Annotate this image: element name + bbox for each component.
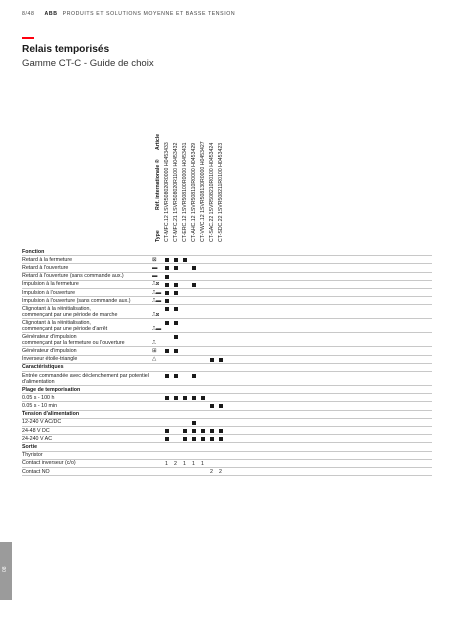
availability-mark [210, 429, 214, 433]
availability-mark [174, 321, 178, 325]
table-row [22, 435, 432, 443]
availability-mark [165, 258, 169, 262]
contact-count: 2 [210, 469, 213, 475]
product-column-6: CT-SAC.22 1SVR508210R0100 H0453424 [209, 142, 215, 242]
function-symbol-icon: ⎍▬ [152, 297, 162, 304]
availability-mark [174, 283, 178, 287]
table-row [22, 372, 432, 386]
row-label: Impulsion à l'ouverture (sans commande aux.) [22, 297, 131, 304]
section-label: Sortie [22, 443, 38, 450]
availability-mark [219, 429, 223, 433]
section-heading [22, 386, 432, 394]
function-symbol-icon: ⎍⊠ [152, 281, 160, 288]
section-heading [22, 411, 432, 419]
availability-mark [192, 437, 196, 441]
page-subtitle: Gamme CT-C - Guide de choix [22, 58, 154, 69]
table-row [22, 468, 432, 476]
table-row [22, 297, 432, 305]
table-row [22, 356, 432, 364]
row-label: Retard à l'ouverture [22, 264, 69, 271]
availability-mark [183, 396, 187, 400]
section-heading [22, 364, 432, 372]
section-heading [22, 248, 432, 256]
availability-mark [183, 437, 187, 441]
side-tab [0, 542, 12, 600]
availability-mark [165, 396, 169, 400]
availability-mark [201, 429, 205, 433]
row-label: Générateur d'impulsion [22, 347, 77, 354]
table-row [22, 281, 432, 289]
row-label: Thyristor [22, 452, 43, 459]
product-column-4: CT-AHC.12 1SVR508110R0000 H0453429 [191, 142, 197, 242]
contact-count: 1 [201, 460, 204, 467]
availability-mark [165, 275, 169, 279]
table-row [22, 394, 432, 402]
availability-mark [165, 266, 169, 270]
row-label: Contact NO [22, 468, 50, 475]
product-column-1: CT-MFC.12 1SVR508020R0000 H0453433 [164, 142, 170, 242]
availability-mark [192, 421, 196, 425]
row-label: Clignotant à la réinitialisation, [22, 305, 91, 312]
accent-bar [22, 37, 34, 39]
availability-mark [183, 258, 187, 262]
table-row [22, 319, 432, 333]
section-label: Plage de temporisation [22, 386, 81, 393]
table-row [22, 273, 432, 281]
row-label: Impulsion à l'ouverture [22, 289, 76, 296]
function-symbol-icon: ⎍⊠ [152, 311, 160, 318]
section-label: Caractéristiques [22, 364, 64, 371]
availability-mark [174, 374, 178, 378]
availability-mark [210, 437, 214, 441]
availability-mark [165, 283, 169, 287]
availability-mark [174, 349, 178, 353]
product-column-7: CT-SDC.22 1SVR508211R0100 H0453423 [218, 142, 224, 242]
availability-mark [174, 396, 178, 400]
availability-mark [192, 374, 196, 378]
availability-mark [210, 404, 214, 408]
availability-mark [165, 307, 169, 311]
availability-mark [210, 358, 214, 362]
availability-mark [174, 307, 178, 311]
table-row [22, 264, 432, 272]
table-row [22, 333, 432, 347]
row-label: 0.05 s - 10 min [22, 402, 58, 409]
table-row [22, 402, 432, 410]
table-row [22, 452, 432, 460]
table-row [22, 289, 432, 297]
availability-mark [174, 335, 178, 339]
availability-mark [219, 437, 223, 441]
row-label: Inverseur étoile-triangle [22, 356, 78, 363]
row-label: 24-240 V AC [22, 435, 53, 442]
function-symbol-icon: ▬ [152, 265, 158, 272]
section-label: Tension d'alimentation [22, 411, 80, 418]
section-label: Fonction [22, 248, 45, 255]
section-heading [22, 443, 432, 451]
function-symbol-icon: ⊠ [152, 256, 157, 263]
availability-mark [165, 437, 169, 441]
product-column-5: CT-VWC.12 1SVR508130R0000 H0453427 [200, 141, 206, 242]
product-column-2: CT-MFC.21 1SVR508020R1100 H0453432 [173, 142, 179, 242]
availability-mark [192, 266, 196, 270]
row-label: Entrée commandée avec déclenchement par potentiel [22, 372, 149, 379]
availability-mark [165, 349, 169, 353]
header-article: Article [155, 133, 161, 150]
availability-mark [165, 321, 169, 325]
function-symbol-icon: △ [152, 356, 157, 363]
row-label: Clignotant à la réinitialisation, [22, 319, 91, 326]
table-row [22, 419, 432, 427]
availability-mark [201, 396, 205, 400]
table-row [22, 305, 432, 319]
table-row [22, 256, 432, 264]
function-symbol-icon: ⊞ [152, 348, 157, 355]
row-label: Retard à l'ouverture (sans commande aux.) [22, 273, 124, 280]
availability-mark [192, 283, 196, 287]
availability-mark [174, 258, 178, 262]
row-label-line2: commençant par la fermeture ou l'ouverture [22, 340, 125, 347]
availability-mark [165, 299, 169, 303]
availability-mark [219, 358, 223, 362]
brand-logo: ABB [44, 11, 58, 17]
row-label: Retard à la fermeture [22, 256, 73, 263]
row-label-line2: d'alimentation [22, 379, 55, 385]
row-label: Impulsion à la fermeture [22, 281, 79, 288]
table-row [22, 347, 432, 355]
availability-mark [165, 291, 169, 295]
availability-mark [174, 291, 178, 295]
row-label-line2: commençant par une période de marche [22, 312, 118, 319]
contact-count: 2 [219, 469, 222, 475]
availability-mark [174, 266, 178, 270]
header-reference: Réf. internationale ® [155, 159, 161, 210]
page-header [22, 11, 235, 17]
row-label: Générateur d'impulsion [22, 333, 77, 340]
contact-count: 2 [174, 460, 177, 467]
function-symbol-icon: ▬ [152, 273, 158, 280]
contact-count: 1 [192, 460, 195, 467]
availability-mark [201, 437, 205, 441]
row-label: 12-240 V AC/DC [22, 419, 62, 426]
availability-mark [165, 429, 169, 433]
row-label: 24-48 V DC [22, 427, 50, 434]
table-row [22, 460, 432, 468]
availability-mark [165, 374, 169, 378]
product-column-3: CT-ERC.12 1SVR508100R0000 H0453431 [182, 142, 188, 242]
availability-mark [192, 396, 196, 400]
section-title: PRODUITS ET SOLUTIONS MOYENNE ET BASSE TENSION [62, 11, 236, 17]
contact-count: 1 [165, 460, 168, 467]
availability-mark [219, 404, 223, 408]
page-title: Relais temporisés [22, 44, 110, 55]
function-symbol-icon: ⎍▬ [152, 325, 162, 332]
row-label: Contact inverseur (c/o) [22, 460, 76, 467]
availability-mark [183, 429, 187, 433]
header-type: Type [155, 230, 161, 242]
side-tab-label: 08 [2, 566, 8, 572]
function-symbol-icon: ⎍▬ [152, 289, 162, 296]
availability-mark [192, 429, 196, 433]
function-symbol-icon: ⎍ [152, 339, 156, 346]
table-row [22, 427, 432, 435]
contact-count: 1 [183, 460, 186, 467]
row-label-line2: commençant par une période d'arrêt [22, 326, 108, 333]
row-label: 0.05 s - 100 h [22, 394, 55, 401]
page-number: 8/48 [22, 11, 35, 17]
